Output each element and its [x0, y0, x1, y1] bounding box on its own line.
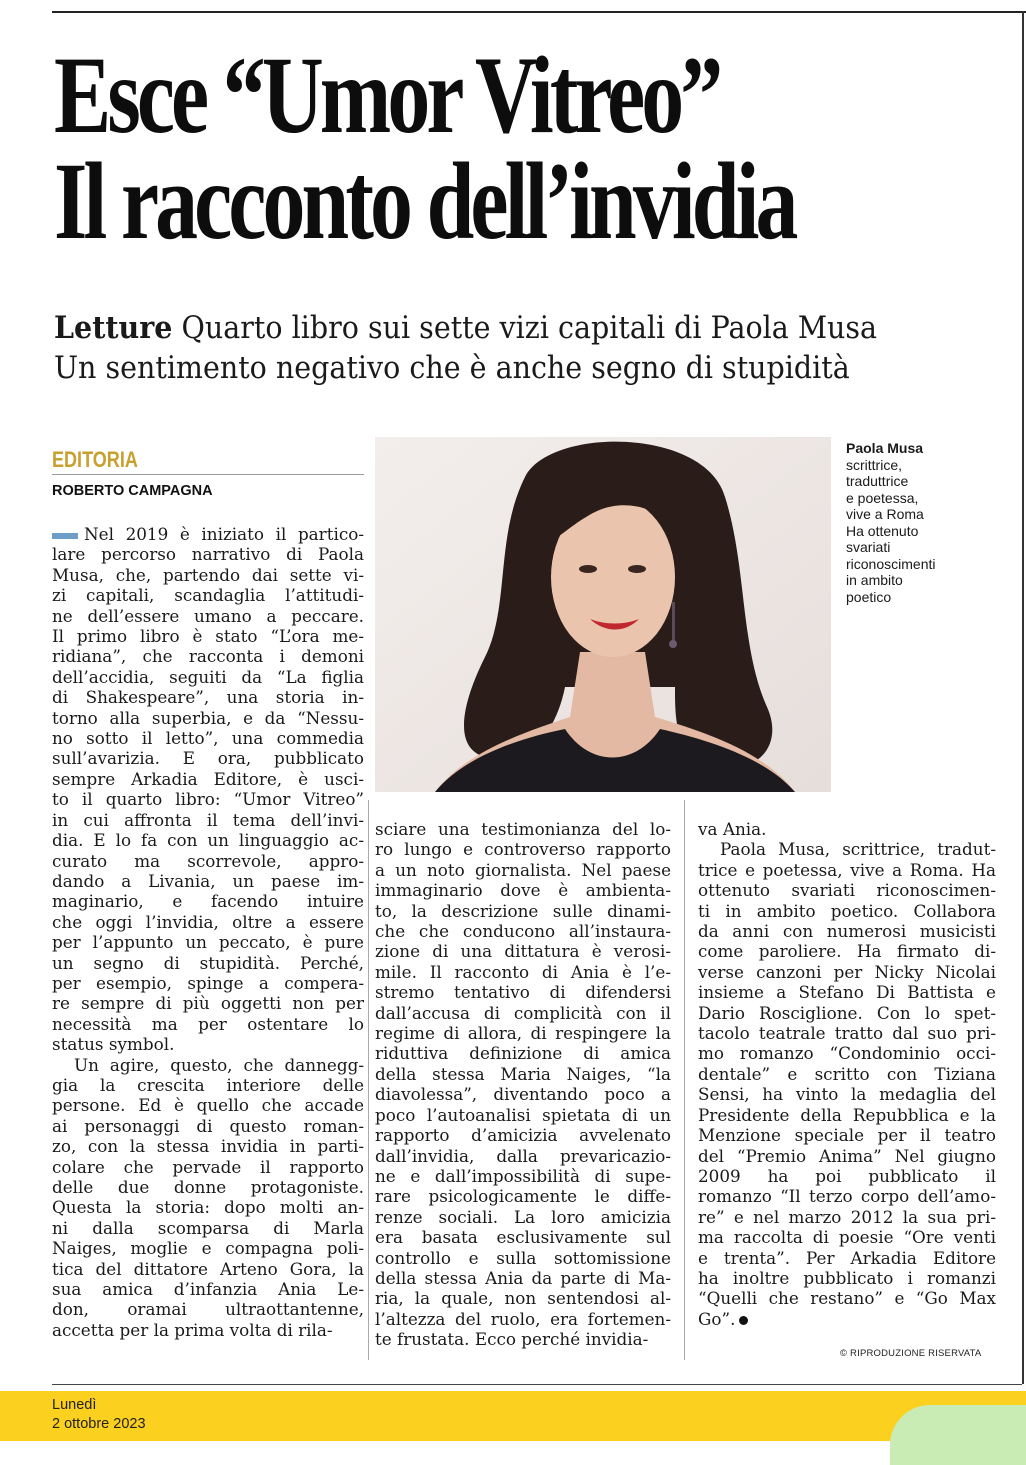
author-byline: ROBERTO CAMPAGNA: [52, 483, 213, 499]
footer-bar: [0, 1391, 1026, 1441]
article-column-1: [52, 524, 364, 1340]
article-line: ne e dall’impossibilità di supe-: [375, 1165, 671, 1186]
headline: [54, 34, 803, 262]
article-line: come paroliere. Ha firmato di-: [698, 941, 996, 962]
article-line: di Shakespeare”, una storia in-: [52, 687, 364, 708]
article-line: Il primo libro è stato “L’ora me-: [52, 626, 364, 647]
article-line: trice e poetessa, vive a Roma. Ha: [698, 859, 996, 880]
article-line: regime di allora, di respingere la: [375, 1023, 671, 1044]
article-line: dando a Livania, un paese im-: [52, 870, 364, 891]
article-line: stremo tentativo di difendersi: [375, 982, 671, 1003]
kicker-rule: [52, 474, 364, 475]
article-line: della stessa Maria Naiges, “la: [375, 1063, 671, 1084]
article-line: Questa la storia: dopo molti an-: [52, 1197, 364, 1218]
article-line: che che conducono all’instaura-: [375, 921, 671, 942]
article-line: controllo e sulla sottomissione: [375, 1247, 671, 1268]
article-line: Naiges, moglie e compagna poli-: [52, 1238, 364, 1259]
article-line: della stessa Ania da parte di Ma-: [375, 1267, 671, 1288]
lead-marker: [52, 533, 78, 539]
article-line: e trenta”. Per Arkadia Editore: [698, 1247, 996, 1268]
photo-caption: [846, 440, 996, 605]
article-line: sempre Arkadia Editore, è usci-: [52, 768, 364, 789]
caption-name: Paola Musa: [846, 440, 924, 456]
end-marker: [739, 1316, 748, 1325]
article-line: Paola Musa, scrittrice, tradut-: [720, 839, 996, 860]
article-line-text: Nel 2019 è iniziato il partico-: [84, 524, 364, 544]
article-line: ridiana”, che racconta i demoni: [52, 646, 364, 667]
section-label: Letture: [54, 310, 173, 346]
article-line: zo, con la stessa invidia in parti-: [52, 1136, 364, 1157]
copyright-notice: © RIPRODUZIONE RISERVATA: [840, 1348, 982, 1359]
article-line: tacolo teatrale tratto dal suo pri-: [698, 1023, 996, 1044]
article-line: Musa, che, partendo dai sette vi-: [52, 564, 364, 585]
article-line: insieme a Stefano Di Battista e: [698, 982, 996, 1003]
article-line: te frustata. Ecco perché invidia-: [375, 1329, 649, 1350]
right-rule: [1022, 11, 1024, 1384]
article-line: in cui affronta il tema dell’invi-: [52, 809, 364, 830]
article-line: l’altezza del ruolo, era fortemen-: [375, 1308, 671, 1329]
article-line: rapporto d’amicizia avvelenato: [375, 1125, 671, 1146]
article-line: rare psicologicamente le diffe-: [375, 1186, 671, 1207]
article-line: tica del dittatore Arteno Gora, la: [52, 1258, 364, 1279]
article-line: colare che pervade il rapporto: [52, 1156, 364, 1177]
article-line: mo romanzo “Condominio occi-: [698, 1043, 996, 1064]
subheadline-line-1: [54, 308, 937, 348]
footer-accent: [890, 1405, 1026, 1465]
article-line: immaginario dove è ambienta-: [375, 880, 671, 901]
caption-line: e poetessa,: [846, 489, 919, 506]
article-line: sull’avarizia. E ora, pubblicato: [52, 748, 364, 769]
subheadline: [54, 308, 937, 388]
article-line: maginario, e facendo intuire: [52, 891, 364, 912]
article-column-2: [375, 819, 671, 1350]
article-line: Presidente della Repubblica e la: [698, 1104, 996, 1125]
article-line: dall’invidia, dalla prevaricazio-: [375, 1145, 671, 1166]
article-line: gia la crescita interiore delle: [52, 1074, 364, 1095]
article-line: no sotto il letto”, una commedia: [52, 728, 364, 749]
article-line: dell’accidia, seguiti da “La figlia: [52, 666, 364, 687]
caption-line: scrittrice,: [846, 456, 902, 473]
portrait-image: [375, 437, 831, 792]
article-line: ro lungo e controverso rapporto: [375, 839, 671, 860]
headline-line-1: Esce “Umor Vitreo”: [54, 34, 720, 156]
article-line: ti in ambito poetico. Collabora: [698, 900, 996, 921]
article-line: [698, 1309, 996, 1329]
caption-line: Ha ottenuto: [846, 522, 919, 539]
article-line: sua amica d’infanzia Ania Le-: [52, 1279, 364, 1300]
article-line: necessità ma per ostentare lo: [52, 1013, 364, 1034]
article-line: Sensi, ha vinto la medaglia del: [698, 1084, 996, 1105]
article-line: to, la descrizione sulle dinami-: [375, 900, 671, 921]
caption-line: svariati: [846, 539, 891, 555]
article-line: ne dell’essere umano a peccare.: [52, 605, 364, 626]
caption-line: vive a Roma: [846, 506, 924, 522]
caption-line: traduttrice: [846, 473, 909, 489]
article-line: per l’appunto un peccato, è pure: [52, 932, 364, 953]
article-line: poco l’autoanalisi spietata di un: [375, 1104, 671, 1125]
article-line: un segno di stupidità. Perché,: [52, 952, 364, 973]
article-line: Dario Rosciglione. Con lo spet-: [698, 1002, 996, 1023]
headline-line-2: Il racconto dell’invidia: [54, 140, 795, 262]
section-kicker: EDITORIA: [52, 447, 138, 472]
article-line: accetta per la prima volta di rila-: [52, 1319, 333, 1340]
column-rule: [368, 800, 369, 1360]
article-line: dall’accusa di complicità con il: [375, 1002, 671, 1023]
article-line: renze sociali. La loro amicizia: [375, 1206, 671, 1227]
article-line: to il quarto libro: “Umor Vitreo”: [52, 789, 364, 810]
article-line: don, oramai ultraottantenne,: [52, 1299, 364, 1320]
article-line: status symbol.: [52, 1034, 175, 1055]
article-line: ma raccolta di poesie “Ore venti: [698, 1227, 996, 1248]
footer-rule: [52, 1384, 1022, 1385]
article-line: romanzo “Il terzo corpo dell’amo-: [698, 1186, 996, 1207]
top-rule: [52, 11, 1026, 13]
article-line: persone. Ed è quello che accade: [52, 1095, 364, 1116]
article-line: che oggi l’invidia, oltre a essere: [52, 911, 364, 932]
article-line: “Quelli che restano” e “Go Max: [698, 1288, 996, 1309]
article-line: torno alla superbia, e da “Nessu-: [52, 707, 364, 728]
subheadline-text-1: Quarto libro sui sette vizi capitali di Paola Musa: [181, 310, 878, 346]
caption-line: in ambito: [846, 572, 903, 588]
article-line: a un noto giornalista. Nel paese: [375, 859, 671, 880]
article-line: per esempio, spinge a compera-: [52, 972, 364, 993]
article-line: dia. E lo fa con un linguaggio ac-: [52, 830, 364, 851]
article-line: 2009 ha poi pubblicato il: [698, 1165, 996, 1186]
article-line-text: Go”.: [698, 1308, 736, 1329]
article-line: va Ania.: [698, 819, 767, 839]
subheadline-line-2: Un sentimento negativo che è anche segno di stupidità: [54, 350, 850, 386]
article-line: delle due donne protagoniste.: [52, 1177, 364, 1197]
article-line: lare percorso narrativo di Paola: [52, 544, 364, 565]
article-line: da anni con numerosi musicisti: [698, 921, 996, 942]
footer-day: Lunedì: [52, 1397, 97, 1413]
article-line: re” e nel marzo 2012 la sua pri-: [698, 1206, 996, 1227]
article-line: verse canzoni per Nicky Nicolai: [698, 961, 996, 982]
article-line: ai personaggi di questo roman-: [52, 1115, 364, 1136]
author-photo: [375, 437, 831, 792]
article-line: dentale” e scritto con Tiziana: [698, 1063, 996, 1084]
article-line: Menzione speciale per il teatro: [698, 1125, 996, 1146]
article-line: re sempre di più oggetti non per: [52, 993, 364, 1014]
article-line: Un agire, questo, che dannegg-: [74, 1054, 364, 1075]
article-line: curato ma scorrevole, appro-: [52, 850, 364, 871]
article-column-3: [698, 819, 996, 1329]
article-line: ha inoltre pubblicato i romanzi: [698, 1267, 996, 1288]
article-line: mile. Il racconto di Ania è l’e-: [375, 961, 671, 982]
article-line: ottenuto svariati riconoscimen-: [698, 880, 996, 901]
footer-date: 2 ottobre 2023: [52, 1416, 146, 1432]
article-line: riduttiva definizione di amica: [375, 1043, 671, 1064]
column-rule: [684, 800, 685, 1360]
article-line: era basata esclusivamente sul: [375, 1227, 671, 1248]
article-line: zione di una dittatura è verosi-: [375, 941, 671, 962]
article-line: zi capitali, scandaglia l’attitudi-: [52, 585, 364, 606]
article-line: [52, 524, 364, 544]
article-line: del “Premio Anima” Nel giugno: [698, 1145, 996, 1166]
caption-line: poetico: [846, 588, 892, 605]
article-line: diavolessa”, diventando poco a: [375, 1084, 671, 1105]
article-line: ria, la quale, non sentendosi al-: [375, 1288, 671, 1309]
caption-line: riconoscimenti: [846, 555, 936, 572]
article-line: sciare una testimonianza del lo-: [375, 819, 671, 839]
article-line: ni dalla scomparsa di Marla: [52, 1217, 364, 1238]
